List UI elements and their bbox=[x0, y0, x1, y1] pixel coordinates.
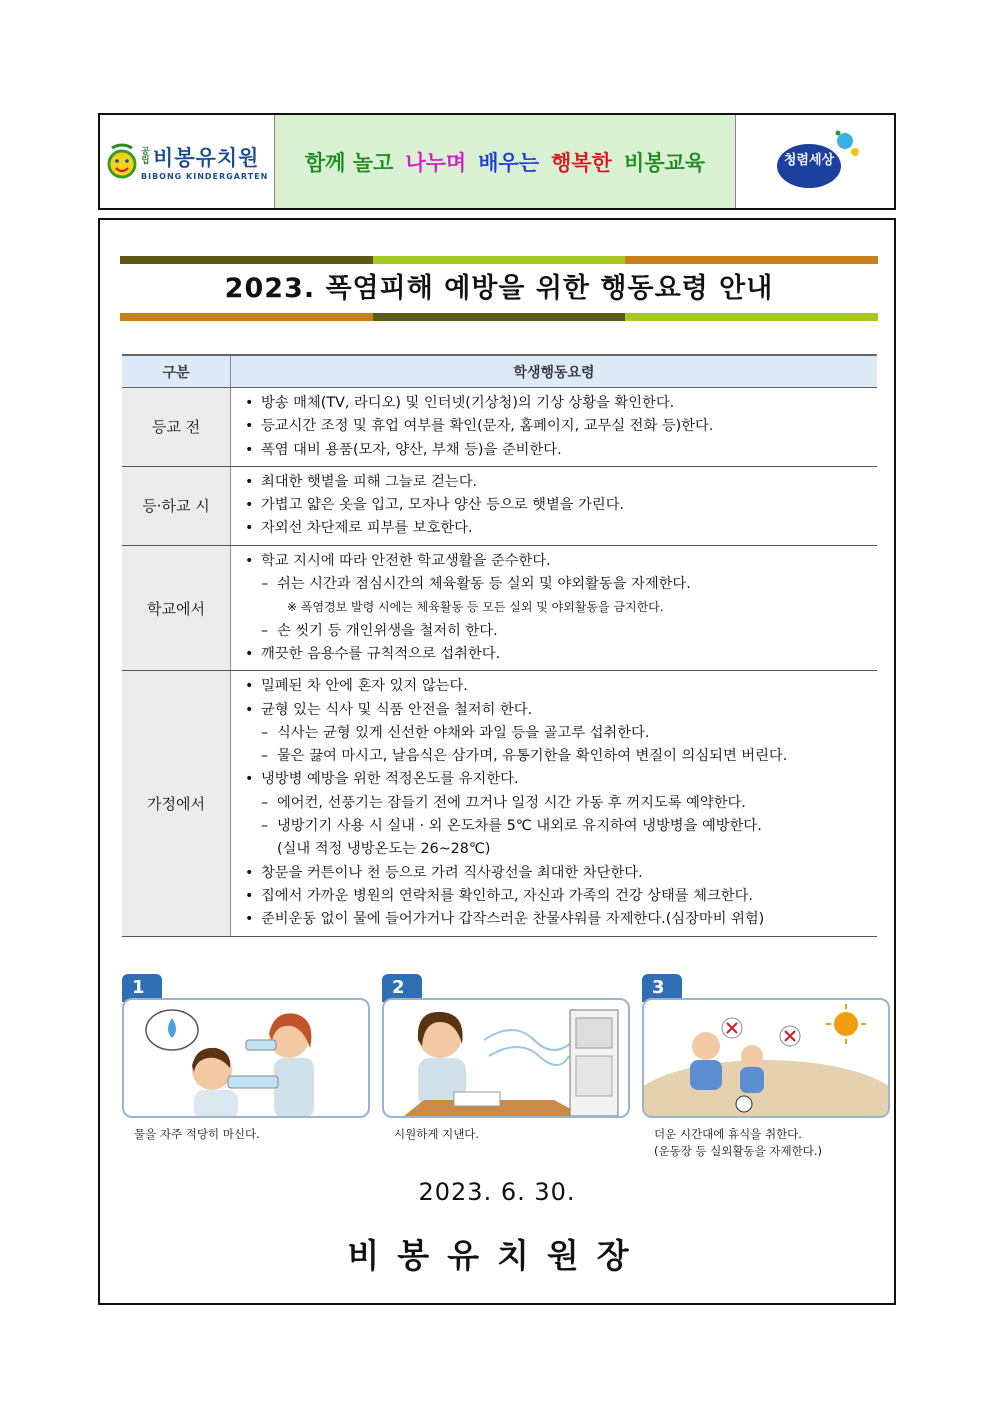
integrity-logo-text: 청렴세상 bbox=[783, 152, 835, 168]
bar-segment-2 bbox=[625, 313, 878, 321]
kindergarten-logo bbox=[100, 115, 274, 208]
drinking-water-image bbox=[122, 998, 370, 1118]
document-date: 2023. 6. 30. bbox=[418, 1178, 576, 1206]
caption-line: 시원하게 지낸다. bbox=[394, 1127, 480, 1141]
illustration-number: 1 bbox=[122, 974, 162, 1002]
resting-image bbox=[642, 998, 890, 1118]
bar-segment-3 bbox=[625, 256, 878, 264]
bar-segment-2 bbox=[373, 256, 626, 264]
bar-segment-3 bbox=[120, 313, 373, 321]
guideline-line: ※ 폭염경보 발령 시에는 체육활동 등 모든 실외 및 야외활동을 금지한다. bbox=[287, 600, 664, 615]
guideline-line: – 물은 끓여 마시고, 날음식은 삼가며, 유통기한을 확인하여 변질이 의심되면 버린다. bbox=[245, 745, 871, 768]
guideline-line: • 학교 지시에 따라 안전한 학교생활을 준수한다. bbox=[245, 550, 871, 573]
motto-word: 나누며 bbox=[405, 150, 467, 175]
table-row bbox=[122, 388, 877, 467]
integrity-logo bbox=[736, 115, 894, 208]
logo-name: 비봉유치원 bbox=[153, 146, 260, 170]
bar-segment-1 bbox=[120, 256, 373, 264]
guideline-line: • 방송 매체(TV, 라디오) 및 인터넷(기상청)의 기상 상황을 확인한다. bbox=[245, 392, 871, 415]
header-category: 구분 bbox=[122, 355, 231, 388]
guideline-line: • 냉방병 예방을 위한 적정온도를 유지한다. bbox=[245, 768, 871, 791]
header-box bbox=[98, 113, 896, 210]
motto-word: 함께 놀고 bbox=[304, 150, 394, 175]
guideline-line: • 집에서 가까운 병원의 연락처를 확인하고, 자신과 가족의 건강 상태를 체크한다. bbox=[245, 885, 871, 908]
guideline-line: • 폭염 대비 용품(모자, 양산, 부채 등)을 준비한다. bbox=[245, 439, 871, 462]
guideline-line: • 최대한 햇볕을 피해 그늘로 걷는다. bbox=[245, 471, 871, 494]
row-category: 등·하교 시 bbox=[122, 466, 231, 545]
caption-line: 물을 자주 적당히 마신다. bbox=[134, 1127, 260, 1141]
table-row bbox=[122, 545, 877, 670]
guideline-line: • 밀폐된 차 안에 혼자 있지 않는다. bbox=[245, 675, 871, 698]
row-category: 가정에서 bbox=[122, 671, 231, 936]
keeping-cool-image bbox=[382, 998, 630, 1118]
guideline-line: • 가볍고 얇은 옷을 입고, 모자나 양산 등으로 햇볕을 가린다. bbox=[245, 494, 871, 517]
guideline-line: – 손 씻기 등 개인위생을 철저히 한다. bbox=[245, 620, 871, 643]
smiley-logo-icon bbox=[106, 142, 138, 182]
row-guidelines bbox=[231, 388, 878, 467]
bar-segment-1 bbox=[373, 313, 626, 321]
row-guidelines bbox=[231, 671, 878, 936]
guideline-line: • 준비운동 없이 물에 들어가거나 갑작스러운 찬물샤워를 자제한다.(심장마비 위험) bbox=[245, 908, 871, 931]
guideline-line: • 창문을 커튼이나 천 등으로 가려 직사광선을 최대한 차단한다. bbox=[245, 862, 871, 885]
logo-english-name: BIBONG KINDERGARTEN bbox=[141, 172, 269, 181]
row-guidelines bbox=[231, 466, 878, 545]
motto-banner bbox=[274, 115, 736, 208]
principal-signature: 비봉유치원장 bbox=[347, 1236, 647, 1275]
guideline-line: – 냉방기기 사용 시 실내 · 외 온도차를 5℃ 내외로 유지하여 냉방병을 예방한다. bbox=[245, 815, 871, 838]
document-title: 2023. 폭염피해 예방을 위한 행동요령 안내 bbox=[224, 273, 774, 304]
illustration-number: 2 bbox=[382, 974, 422, 1002]
caption-line: 더운 시간대에 휴식을 취한다. bbox=[654, 1127, 802, 1141]
row-guidelines bbox=[231, 545, 878, 670]
guideline-line: • 등교시간 조정 및 휴업 여부를 확인(문자, 홈페이지, 교무실 전화 등)한다. bbox=[245, 415, 871, 438]
guideline-line: • 균형 있는 식사 및 식품 안전을 철저히 한다. bbox=[245, 699, 871, 722]
motto-word: 행복한 bbox=[551, 150, 612, 175]
header-guidelines: 학생행동요령 bbox=[231, 355, 878, 388]
caption-line: (운동장 등 실외활동을 자제한다.) bbox=[654, 1144, 823, 1158]
illustration-caption bbox=[654, 1126, 822, 1160]
row-category: 등교 전 bbox=[122, 388, 231, 467]
logo-public-label: 공립 bbox=[141, 147, 150, 166]
illustration-number: 3 bbox=[642, 974, 682, 1002]
guideline-line: – 쉬는 시간과 점심시간의 체육활동 등 실외 및 야외활동을 자제한다. bbox=[245, 573, 871, 596]
illustration-caption bbox=[394, 1126, 479, 1143]
illustration-caption bbox=[134, 1126, 260, 1143]
guideline-line: – 에어컨, 선풍기는 잠들기 전에 끄거나 일정 시간 가동 후 꺼지도록 예약한다. bbox=[245, 792, 871, 815]
motto-word: 비봉교육 bbox=[623, 150, 706, 175]
title-top-bar bbox=[120, 256, 878, 264]
guide-table bbox=[122, 354, 877, 937]
title-bottom-bar bbox=[120, 313, 878, 321]
guideline-line: – 식사는 균형 있게 신선한 야채와 과일 등을 골고루 섭취한다. bbox=[245, 722, 871, 745]
row-category: 학교에서 bbox=[122, 545, 231, 670]
table-row bbox=[122, 466, 877, 545]
main-document-box bbox=[98, 218, 896, 1305]
guideline-line: (실내 적정 냉방온도는 26~28℃) bbox=[277, 841, 491, 858]
guideline-line: • 깨끗한 음용수를 규칙적으로 섭취한다. bbox=[245, 643, 871, 666]
guideline-line: • 자외선 차단제로 피부를 보호한다. bbox=[245, 517, 871, 540]
motto-word: 배우는 bbox=[478, 150, 540, 175]
integrity-world-logo-icon bbox=[767, 130, 863, 194]
table-row bbox=[122, 671, 877, 936]
